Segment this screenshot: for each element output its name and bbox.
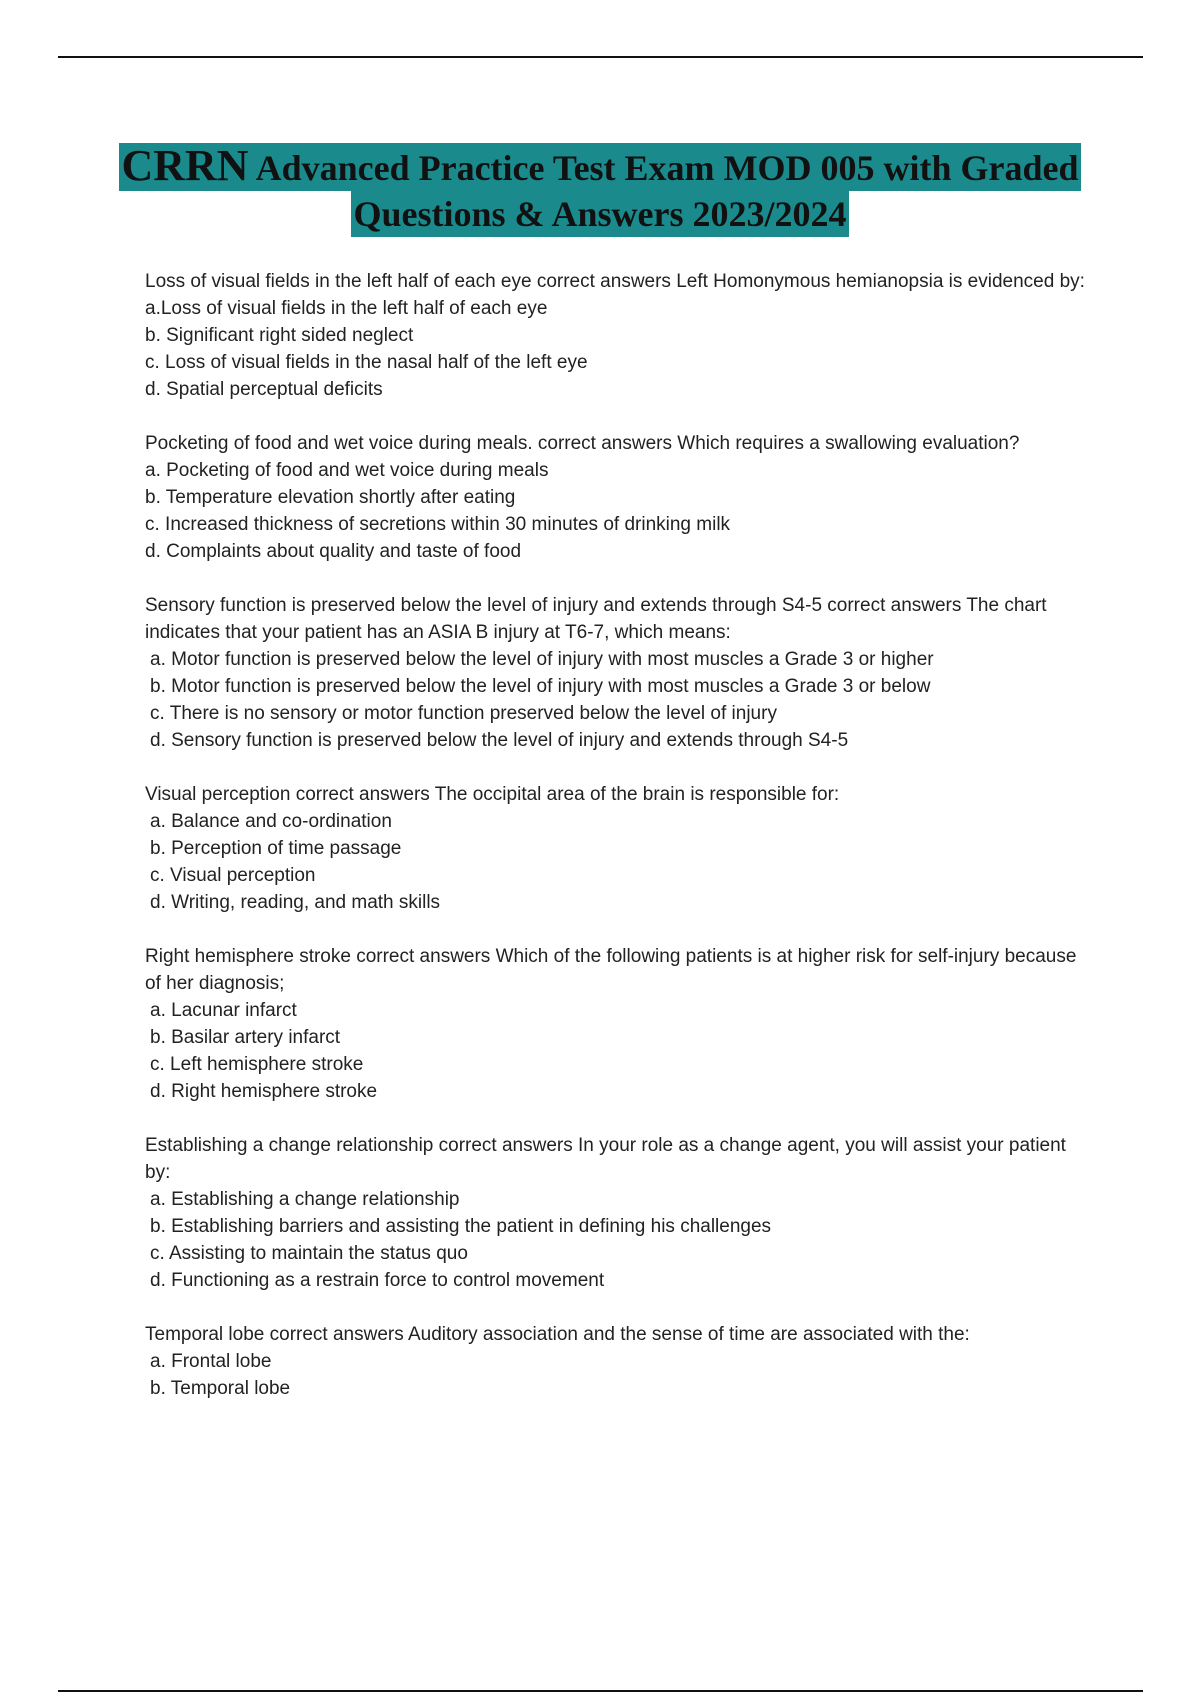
title-line-2: Questions & Answers 2023/2024	[351, 191, 848, 237]
answer-option: a. Pocketing of food and wet voice during meals	[145, 460, 549, 481]
answer-option: d. Spatial perceptual deficits	[145, 379, 383, 400]
answer-option: b. Establishing barriers and assisting the patient in defining his challenges	[150, 1216, 772, 1237]
answer-option: a. Motor function is preserved below the level of injury with most muscles a Grade 3 or higher	[150, 649, 934, 670]
answer-option: d. Complaints about quality and taste of food	[145, 541, 522, 562]
answer-option: c. Loss of visual fields in the nasal half of the left eye	[145, 352, 588, 373]
question-block	[145, 268, 1085, 403]
answer-option: a.Loss of visual fields in the left half of each eye	[145, 298, 548, 319]
question-text: Pocketing of food and wet voice during meals. correct answers Which requires a swallowing evaluation?	[145, 433, 1020, 454]
top-rule	[58, 56, 1143, 58]
title-lead: CRRN	[121, 141, 249, 190]
answer-option: b. Temporal lobe	[150, 1378, 291, 1399]
question-text: Sensory function is preserved below the level of injury and extends through S4-5 correct answers The chart indicates that your patient has an ASIA B injury at T6-7, which means:	[145, 595, 1047, 643]
answer-option: b. Perception of time passage	[150, 838, 402, 859]
answer-option: b. Basilar artery infarct	[150, 1027, 341, 1048]
title-rest: Advanced Practice Test Exam MOD 005 with Graded	[248, 148, 1079, 188]
question-block	[145, 1321, 1085, 1402]
answer-option: a. Lacunar infarct	[150, 1000, 297, 1021]
answer-options	[145, 997, 1085, 1105]
answer-option: c. Left hemisphere stroke	[150, 1054, 364, 1075]
question-block	[145, 781, 1085, 916]
question-list	[145, 268, 1085, 1429]
question-block	[145, 592, 1085, 754]
answer-option: b. Significant right sided neglect	[145, 325, 414, 346]
question-text: Temporal lobe correct answers Auditory association and the sense of time are associated with the:	[145, 1324, 970, 1345]
question-block	[145, 1132, 1085, 1294]
answer-options	[145, 295, 1085, 403]
answer-option: d. Writing, reading, and math skills	[150, 892, 441, 913]
answer-options	[145, 1186, 1085, 1294]
answer-option: d. Right hemisphere stroke	[150, 1081, 378, 1102]
answer-option: c. Visual perception	[150, 865, 316, 886]
answer-option: a. Establishing a change relationship	[150, 1189, 460, 1210]
question-text: Loss of visual fields in the left half of each eye correct answers Left Homonymous hemianopsia is evidenced by:	[145, 271, 1085, 292]
answer-option: a. Balance and co-ordination	[150, 811, 392, 832]
question-text: Right hemisphere stroke correct answers Which of the following patients is at higher risk for self-injury because of her diagnosis;	[145, 946, 1077, 994]
answer-options	[145, 646, 1085, 754]
question-block	[145, 430, 1085, 565]
bottom-rule	[58, 1690, 1143, 1692]
title-line-1	[119, 143, 1080, 191]
answer-option: b. Motor function is preserved below the level of injury with most muscles a Grade 3 or below	[150, 676, 931, 697]
answer-options	[145, 457, 1085, 565]
answer-options	[145, 1348, 1085, 1402]
answer-option: d. Functioning as a restrain force to control movement	[150, 1270, 605, 1291]
answer-option: b. Temperature elevation shortly after eating	[145, 487, 516, 508]
answer-option: a. Frontal lobe	[150, 1351, 272, 1372]
answer-options	[145, 808, 1085, 916]
document-title	[100, 143, 1100, 237]
question-text: Establishing a change relationship correct answers In your role as a change agent, you will assist your patient by:	[145, 1135, 1066, 1183]
answer-option: c. Assisting to maintain the status quo	[150, 1243, 468, 1264]
answer-option: d. Sensory function is preserved below the level of injury and extends through S4-5	[150, 730, 849, 751]
question-block	[145, 943, 1085, 1105]
answer-option: c. There is no sensory or motor function preserved below the level of injury	[150, 703, 777, 724]
question-text: Visual perception correct answers The occipital area of the brain is responsible for:	[145, 784, 840, 805]
answer-option: c. Increased thickness of secretions within 30 minutes of drinking milk	[145, 514, 731, 535]
